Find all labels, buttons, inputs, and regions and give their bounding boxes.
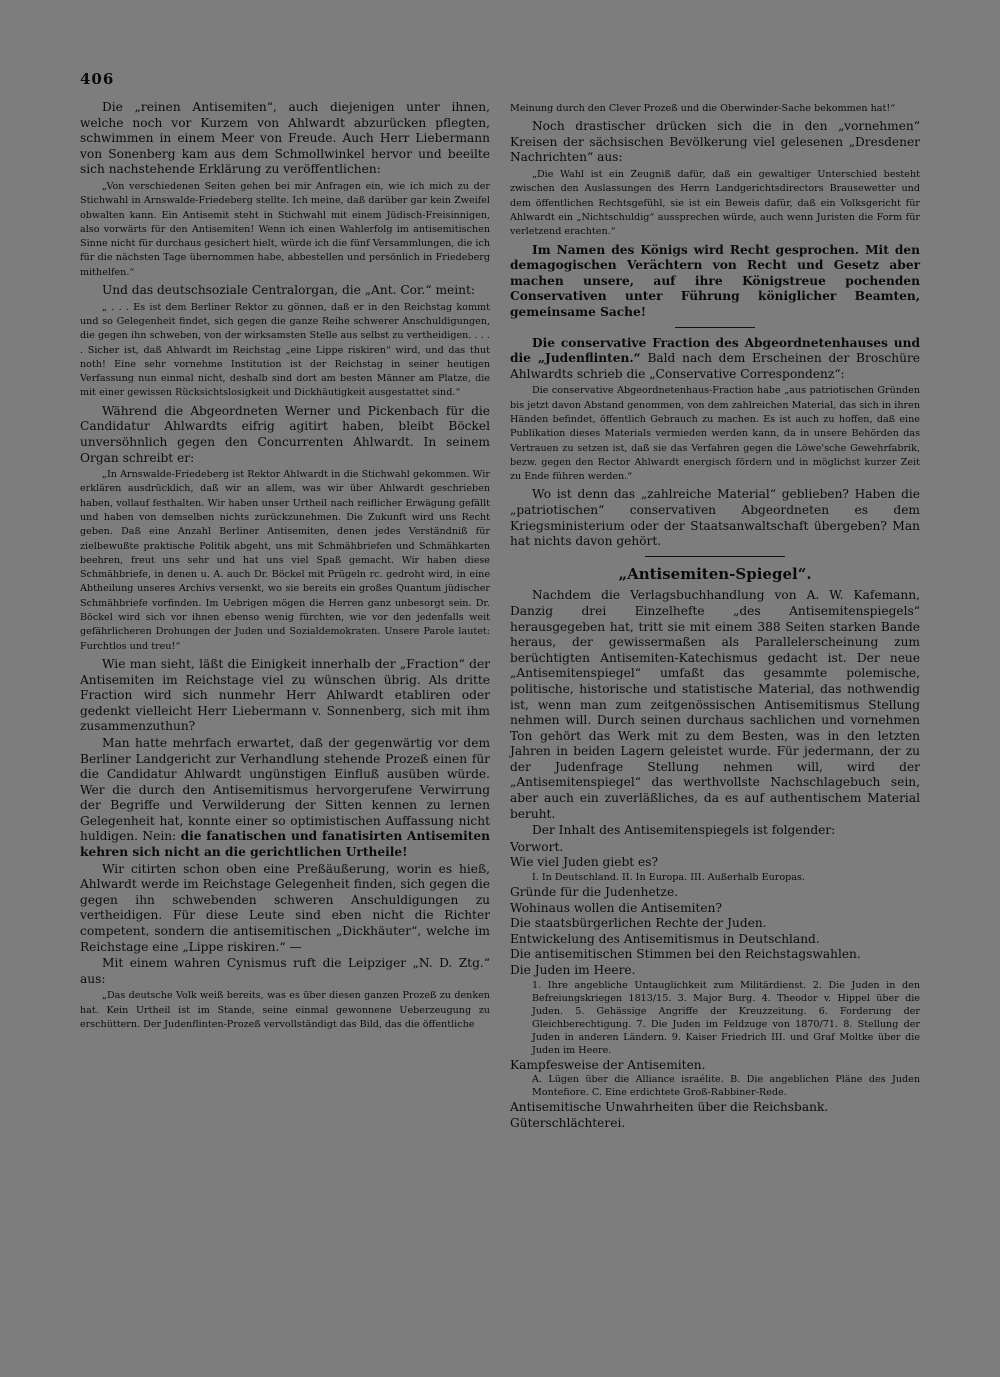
paragraph: Wir citirten schon oben eine Preßäußerung, worin es hieß, Ahlwardt werde im Reichstage Gelegenheit finden, sich gegen die gegen ihn schwebenden schweren Anschuldigungen zu vertheidigen. Für diese Leute sind eben nicht die Richter competent, sondern die antisemitischen „Dickhäuter“, welche im Reichstage eine „Lippe riskiren.“ — [80, 861, 490, 954]
emphasis-paragraph: Im Namen des Königs wird Recht gesprochen. Mit den demagogischen Verächtern von Recht und Gesetz aber machen unsere, auf ihre Königstreue pochenden Conservativen unter Führung königlicher Beamten, gemeinsame Sache! [510, 242, 920, 319]
quote-block: „Von verschiedenen Seiten gehen bei mir Anfragen ein, wie ich mich zu der Stichwahl in Arnswalde-Friedeberg stellte. Ich meine, daß darüber gar kein Zweifel obwalten kann. Ein Antisemit steht in Stichwahl mit einem Jüdisch-Freisinnigen, also vorwärts für den Antisemiten! Wenn ich einen Wahlerfolg im antisemitischen Sinne nicht für durchaus gesichert hielt, würde ich die fünf Versammlungen, die ich für die nächsten Tage übernommen habe, abbestellen und persönlich in Friedeberg mithelfen.“ [80, 180, 490, 278]
page-number: 406 [80, 70, 115, 88]
paragraph: Noch drastischer drücken sich die in den „vornehmen“ Kreisen der sächsischen Bevölkerung viel gelesenen „Dresdener Nachrichten“ aus: [510, 119, 920, 165]
table-of-contents [510, 840, 920, 1132]
divider [675, 327, 755, 328]
toc-subitems: A. Lügen über die Alliance israélite. B. Die angeblichen Pläne des Juden Montefiore. C. Eine erdichtete Groß-Rabbiner-Rede. [532, 1074, 920, 1099]
toc-item: Die staatsbürgerlichen Rechte der Juden. [510, 916, 767, 931]
toc-item: Vorwort. [510, 839, 564, 854]
paragraph: Nachdem die Verlagsbuchhandlung von A. W. Kafemann, Danzig drei Einzelhefte „des Antisemitenspiegels“ herausgegeben hat, tritt sie mit einem 388 Seiten starken Bande heraus, der gewissermaßen als Parallelerscheinung zum berüchtigten Antisemiten-Katechismus gedacht ist. Der neue „Antisemitenspiegel“ umfaßt das gesammte polemische, politische, historische und statistische Material, das nothwendig ist, wenn man zum zeitgenössischen Antisemitismus Stellung nehmen will. Durch seinen durchaus sachlichen und vornehmen Ton gehört das Werk mit zu dem Besten, was in den letzten Jahren in beiden Lagern geleistet wurde. Für jedermann, der zu der Judenfrage Stellung nehmen will, wird der „Antisemitenspiegel“ das werthvollste Nachschlagebuch sein, aber auch ein zuverläßliches, da es auf authentischem Material beruht. [510, 588, 920, 821]
toc-item: Wohinaus wollen die Antisemiten? [510, 900, 723, 915]
toc-item: Entwickelung des Antisemitismus in Deutschland. [510, 931, 820, 946]
toc-item: Die Juden im Heere. [510, 963, 636, 978]
toc-item: Die antisemitischen Stimmen bei den Reichstagswahlen. [510, 947, 861, 962]
paragraph [80, 736, 490, 861]
paragraph-text: Bald nach dem Erscheinen der Broschüre Ahlwardts schrieb die „Conservative Correspondenz“: [510, 351, 920, 381]
quote-block: Die conservative Abgeordnetenhaus-Fraction habe „aus patriotischen Gründen bis jetzt davon Abstand genommen, von dem zahlreichen Material, das sich in ihren Händen befindet, öffentlich Gebrauch zu machen. Es ist auch zu hoffen, daß eine Publikation dieses Materials vermieden werden kann, da in unsere Behörden das Vertrauen zu setzen ist, daß sie das Verfahren gegen die Löwe'sche Gewehrfabrik, bezw. gegen den Rector Ahlwardt energisch fördern und in möglichst kurzer Zeit zu Ende führen werden.“ [510, 385, 920, 483]
left-column [80, 100, 490, 1035]
toc-item: Antisemitische Unwahrheiten über die Reichsbank. [510, 1100, 829, 1115]
quote-block: „Das deutsche Volk weiß bereits, was es über diesen ganzen Prozeß zu denken hat. Kein Urtheil ist im Stande, seine einmal gewonnene Ueberzeugung zu erschüttern. Der Judenflinten-Prozeß vervollständigt das Bild, das die öffentliche [80, 990, 490, 1031]
quote-block: „ . . . Es ist dem Berliner Rektor zu gönnen, daß er in den Reichstag kommt und so Gelegenheit findet, sich gegen die ganze Reihe schwerer Anschuldigungen, die gegen ihn schweben, von der wirksamsten Stelle aus selbst zu vertheidigen. . . . . Sicher ist, daß Ahlwardt im Reichstag „eine Lippe riskiren“ wird, und das thut noth! Eine sehr vornehme Institution ist der Reichstag in seiner heutigen Verfassung nun einmal nicht, deshalb sind dort am besten Männer am Platze, die mit einer gewissen Rücksichtslosigkeit und Dickhäutigkeit ausgestattet sind.“ [80, 301, 490, 399]
paragraph-text: Man hatte mehrfach erwartet, daß der gegenwärtig vor dem Berliner Landgericht zur Verhandlung stehende Prozeß einen für die Candidatur Ahlwardt ungünstigen Einfluß ausüben würde. Wer die durch den Antisemitismus hervorgerufene Verwirrung der Begriffe und Verwilderung der Sitten kennen zu lernen Gelegenheit hat, konnte einer so optimistischen Auffassung nicht huldigen. Nein: [80, 735, 490, 844]
paragraph: Wo ist denn das „zahlreiche Material“ geblieben? Haben die „patriotischen“ conservativen Abgeordneten es dem Kriegsministerium oder der Staatsanwaltschaft übergeben? Man hat nichts davon gehört. [510, 487, 920, 549]
emphasis-text: die fanatischen und fanatisirten Antisemiten kehren sich nicht an die gerichtlichen Urtheile! [80, 829, 491, 860]
paragraph: Wie man sieht, läßt die Einigkeit innerhalb der „Fraction“ der Antisemiten im Reichstage viel zu wünschen übrig. Als dritte Fraction wird sich nunmehr Herr Ahlwardt etabliren oder gedenkt vielleicht Herr Liebermann v. Sonnenberg, sich mit ihm zusammenzuthun? [80, 656, 490, 734]
paragraph: Der Inhalt des Antisemitenspiegels ist folgender: [532, 823, 836, 838]
quote-block: Meinung durch den Clever Prozeß und die Oberwinder-Sache bekommen hat!“ [510, 103, 896, 114]
toc-item: Gründe für die Judenhetze. [510, 885, 679, 900]
toc-item: Wie viel Juden giebt es? [510, 855, 659, 870]
toc-item: Güterschlächterei. [510, 1115, 626, 1130]
toc-subitems: I. In Deutschland. II. In Europa. III. Außerhalb Europas. [532, 872, 805, 884]
quote-block: „In Arnswalde-Friedeberg ist Rektor Ahlwardt in die Stichwahl gekommen. Wir erklären ausdrücklich, daß wir an allem, was wir über Ahlwardt geschrieben haben, vollauf festhalten. Wir haben unser Urtheil nach reiflicher Erwägung gefällt und haben von demselben nichts zurückzunehmen. Die Zukunft wird uns Recht geben. Daß eine Anzahl Berliner Antisemiten, denen jedes Verständniß für zielbewußte praktische Politik abgeht, uns mit Schmähbriefen und Schmähkarten beehren, freut uns sehr und hat uns viel Spaß gemacht. Wir haben diese Schmähbriefe, in denen u. A. auch Dr. Böckel mit Prügeln rc. gedroht wird, in eine Abtheilung unseres Archivs versenkt, wo sie bereits ein großes Quantum jüdischer Schmähbriefe vorfinden. Im Uebrigen mögen die Herren ganz unbesorgt sein. Dr. Böckel wird sich vor ihnen ebenso wenig fürchten, wie vor den jedenfalls weit gefährlicheren Drohungen der Juden und Sozialdemokraten. Unsere Parole lautet: Furchtlos und treu!“ [80, 469, 490, 652]
paragraph [510, 336, 920, 383]
toc-item: Kampfesweise der Antisemiten. [510, 1057, 706, 1072]
paragraph: Die „reinen Antisemiten“, auch diejenigen unter ihnen, welche noch vor Kurzem von Ahlwardt abzurücken pflegten, schwimmen in einem Meer von Freude. Auch Herr Liebermann von Sonenberg kam aus dem Schmollwinkel hervor und beeilte sich nachstehende Erklärung zu veröffentlichen: [80, 100, 490, 177]
toc-subitems: 1. Ihre angebliche Untauglichkeit zum Militärdienst. 2. Die Juden in den Befreiungskriegen 1813/15. 3. Major Burg. 4. Theodor v. Hippel über die Juden. 5. Gehässige Angriffe der Kreuzzeitung. 6. Forderung der Gleichberechtigung. 7. Die Juden im Feldzuge von 1870/71. 8. Stellung der Juden in anderen Ländern. 9. Kaiser Friedrich III. und Graf Moltke über die Juden im Heere. [532, 979, 920, 1056]
section-heading: „Antisemiten-Spiegel“. [618, 564, 812, 583]
paragraph: Mit einem wahren Cynismus ruft die Leipziger „N. D. Ztg.“ aus: [80, 956, 490, 986]
paragraph: Während die Abgeordneten Werner und Pickenbach für die Candidatur Ahlwardts eifrig agitirt haben, bleibt Böckel unversöhnlich gegen den Concurrenten Ahlwardt. In seinem Organ schreibt er: [80, 403, 490, 465]
right-column [510, 100, 920, 1131]
emphasis-text: Die conservative Fraction des Abgeordnetenhauses und die „Judenflinten.“ [510, 335, 920, 366]
quote-block: „Die Wahl ist ein Zeugniß dafür, daß ein gewaltiger Unterschied besteht zwischen den Auslassungen des Herrn Landgerichtsdirectors Brausewetter und dem öffentlichen Rechtsgefühl, sie ist ein Beweis dafür, daß ein Volksgericht für Ahlwardt ein „Nichtschuldig“ aussprechen würde, auch wenn Juristen die Form für verletzend erachten.“ [510, 169, 920, 238]
divider [645, 556, 785, 557]
paragraph: Und das deutschsoziale Centralorgan, die „Ant. Cor.“ meint: [102, 283, 475, 298]
